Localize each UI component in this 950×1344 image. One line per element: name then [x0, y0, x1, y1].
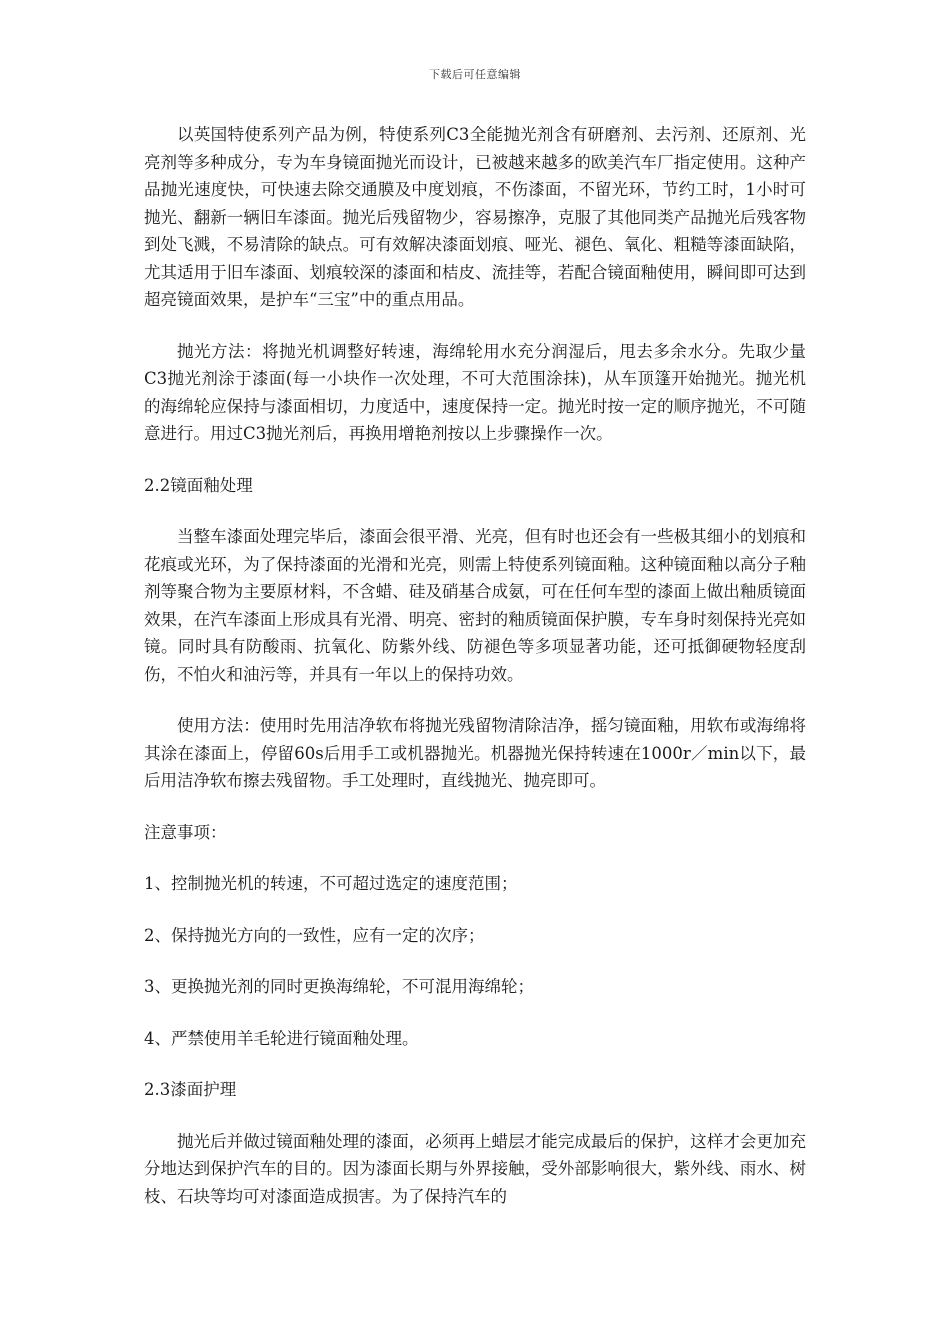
paragraph-paint-care: 抛光后并做过镜面釉处理的漆面，必须再上蜡层才能完成最后的保护，这样才会更加充分地达到保护汽车的目的。因为漆面长期与外界接触，受外部影响很大，紫外线、雨水、树枝、石块等均可对漆面造成损害。为了保持汽车的	[144, 1131, 806, 1206]
paragraph-product-intro: 以英国特使系列产品为例，特使系列C3全能抛光剂含有研磨剂、去污剂、还原剂、光亮剂等多种成分，专为车身镜面抛光而设计，已被越来越多的欧美汽车厂指定使用。这种产品抛光速度快，可快速去除交通膜及中度划痕，不伤漆面，不留光环，节约工时，1小时可抛光、翻新一辆旧车漆面。抛光后残留物少，容易擦净，克服了其他同类产品抛光后残客物到处飞溅，不易清除的缺点。可有效解决漆面划痕、哑光、褪色、氧化、粗糙等漆面缺陷，尤其适用于旧车漆面、划痕较深的漆面和桔皮、流挂等，若配合镜面釉使用，瞬间即可达到超亮镜面效果，是护车“三宝”中的重点用品。	[144, 125, 806, 309]
paragraph-glaze-usage: 使用方法：使用时先用洁净软布将抛光残留物清除洁净，摇匀镜面釉，用软布或海绵将其涂在漆面上，停留60s后用手工或机器抛光。机器抛光保持转速在1000r／min以下，最后用洁净软布擦去残留物。手工处理时，直线抛光、抛亮即可。	[144, 716, 806, 790]
paragraph-glaze-intro: 当整车漆面处理完毕后，漆面会很平滑、光亮，但有时也还会有一些极其细小的划痕和花痕或光环，为了保持漆面的光滑和光亮，则需上特使系列镜面釉。这种镜面釉以高分子釉剂等聚合物为主要原材料，不含蜡、硅及硝基合成氨，可在任何车型的漆面上做出釉质镜面效果，在汽车漆面上形成具有光滑、明亮、密封的釉质镜面保护膜，专车身时刻保持光亮如镜。同时具有防酸雨、抗氧化、防紫外线、防褪色等多项显著功能，还可抵御硬物轻度刮伤，不怕火和油污等，并具有一年以上的保持功效。	[144, 527, 806, 684]
note-item: 3、更换抛光剂的同时更换海绵轮，不可混用海绵轮；	[144, 977, 534, 996]
section-heading-paint-care: 2.3漆面护理	[144, 1080, 237, 1099]
paragraph-polishing-method: 抛光方法：将抛光机调整好转速，海绵轮用水充分润湿后，甩去多余水分。先取少量C3抛光剂涂于漆面(每一小块作一次处理，不可大范围涂抹)，从车顶篷开始抛光。抛光机的海绵轮应保持与漆面相切，力度适中，速度保持一定。抛光时按一定的顺序抛光，不可随意进行。用过C3抛光剂后，再换用增艳剂按以上步骤操作一次。	[144, 341, 806, 443]
page-header: 下载后可任意编辑	[429, 68, 521, 81]
section-heading-glaze: 2.2镜面釉处理	[144, 475, 253, 495]
notes-title: 注意事项：	[144, 822, 227, 842]
note-item: 2、保持抛光方向的一致性，应有一定的次序；	[144, 925, 485, 945]
document-body	[144, 121, 806, 1234]
note-item: 1、控制抛光机的转速，不可超过选定的速度范围；	[144, 874, 518, 893]
note-item: 4、严禁使用羊毛轮进行镜面釉处理。	[144, 1028, 419, 1048]
